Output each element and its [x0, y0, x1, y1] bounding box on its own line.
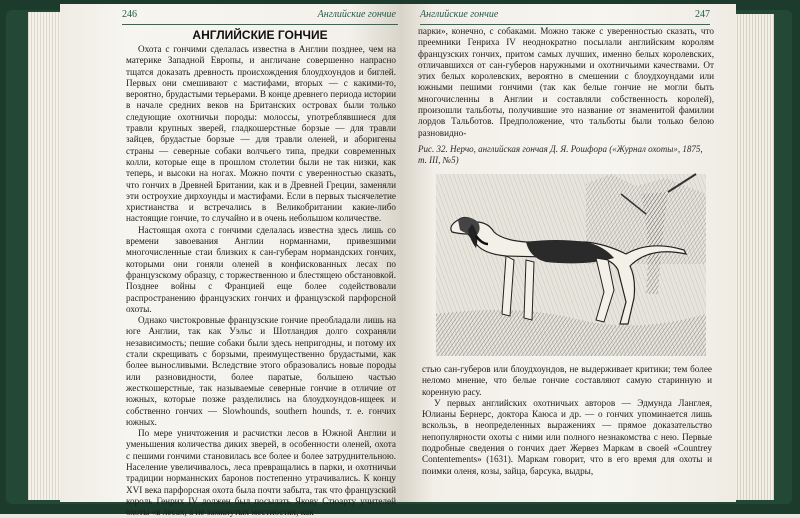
paragraph: Охота с гончими сделалась известна в Англии позднее, чем на материке Западной Европы, и англичане совершенно напрасно тщатся доказать древность происхождения блоудхоундов и биглей. Первых они смешивают с мастифами, вторых — с какими-то, вероятно, брудастыми терьерами. В конце древнего периода истории в начале средних веков на Британских островах были только следующие охотничьи породы: молоссы, употреблявшиеся для травли крупных зверей, гладкошерстные борзые — для травли зайцев, брудастые борзые — для травли оленей, и аборигены страны — северные собаки волчьего типа, предки современных колли, которые еще в прошлом столетии были не так низки, как теперь, и высоки на ногах. Можно почти с уверенностью сказать, что гончих в Древней Британии, как и в Древней Греции, заменяли эти остроухие дирхоунды и мастифами. Если в первых тысячелетие христианства и встречались в Великобритании какие-либо настоящие гончие, то случайно и в очень небольшом количестве. — [126, 44, 397, 224]
left-page — [60, 4, 400, 518]
engraving-hound-illustration — [436, 174, 706, 356]
right-page-text-bottom — [422, 364, 712, 477]
paragraph: По мере уничтожения и расчистки лесов в Южной Англии и уменьшения количества диких зверей, в особенности оленей, охота с пешими гончими становилась все более и более затруднительною. Население увеличивалось, леса превращались в парки, и охотничьи традиции норманнских баронов постепенно утрачивались. К концу XVI века парфорсная охота была почти забыта, так что французский король Генрих IV должен был посылать Якову Стюарту учителей охоты «в лесах, а не замкнутых местностях, как — [126, 428, 396, 518]
figure-caption: Рис. 32. Нерчо, английская гончая Д. Я. Рошфора («Журнал охоты», 1875, т. III, №5) — [418, 144, 703, 165]
right-page — [400, 4, 736, 502]
paragraph: Однако чистокровные французские гончие преобладали лишь на юге Англии, так как Уэльс и Шотландия долго сохраняли независимость; пешие собаки были здесь непригодны, и потому их стали скрещивать с борзыми, преимущественно брудастыми, как более выносливыми. Вследствие этого образовались новые породы или разновидности, более паратые, большею частью жесткошерстные, так называемые северные гончие в отличие от южных, которые позже разделились на блоудхоундов-ищеек и собственно гончих — Slowhounds, southern hounds, т. е. гончих южных. — [126, 315, 396, 427]
running-head-right — [420, 8, 710, 25]
page-number: 246 — [122, 9, 137, 20]
running-head-title: Английские гончие — [420, 9, 499, 20]
running-head-left — [122, 8, 398, 25]
paragraph: стью сан-губеров или блоудхоундов, не выдерживает критики; тем более неломо мнение, что белые гончие составляют самую старинную и коренную расу. — [422, 364, 712, 397]
paragraph: У первых английских охотничьих авторов — Эдмунда Ланглея, Юлианы Бернерс, доктора Каюса и др. — о гончих упоминается лишь вскользь, в неопределенных выражениях — прямое доказательство непопулярности охоты с ними или полного незнакомства с нею. Первые подробные сведения о гончих дает Жервез Маркам в своей «Countrey Contentements» (1631). Маркам говорит, что в его время для охоты и поимки оленя, козы, зайца, барсука, выдры, — [422, 397, 712, 476]
left-page-text — [126, 44, 397, 518]
page-number: 247 — [695, 9, 710, 20]
right-page-text-top — [418, 26, 714, 139]
paragraph: парки», конечно, с собаками. Можно также с уверенностью сказать, что преемники Генриха IV неоднократно посылали английским королям французских гончих, притом самых лучших, именно белых королевских, отличавшихся от сан-губеров наружными и охотничьими качествами. От этих белых королевских, вероятно в смешении с блоудхоундами или южными пешими гончими (так как белые гончие не могли быть многочисленны в Англии и составляли собственность королей), произошли тальботы, получившие это название от знаменитой фамилии лордов Тальботов. Предположение, что тальботы были только белою разновидно- — [418, 26, 714, 138]
paragraph: Настоящая охота с гончими сделалась известна здесь лишь со времени завоевания Англии норманнами, привезшими многочисленные стаи близких к сан-губерам нормандских гончих, которыми они гоняли оленей в конфискованных лесах по французскому образцу, с торжественною и блестящею обстановкой. Позднее войны с Францией еще более содействовали распространению французских гончих и французской парфорсной охоты. — [126, 224, 396, 314]
running-head-title: Английские гончие — [317, 9, 396, 20]
chapter-title: АНГЛИЙСКИЕ ГОНЧИЕ — [192, 28, 328, 42]
